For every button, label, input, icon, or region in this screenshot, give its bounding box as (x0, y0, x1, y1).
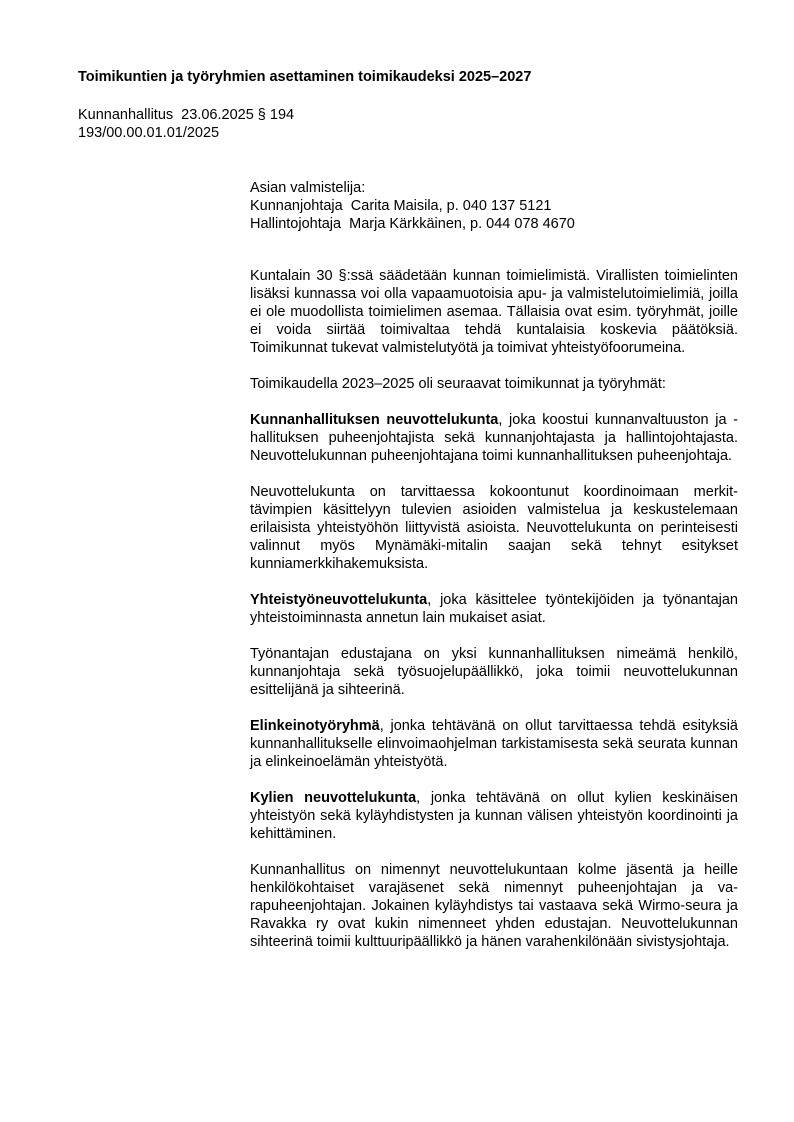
record-id: 193/00.00.01.01/2025 (78, 125, 220, 141)
document-body (250, 179, 738, 951)
paragraph-kylien-neuvottelukunta (250, 789, 738, 843)
paragraph-elinkeinotyoryhma (250, 717, 738, 771)
preparer-person-1: Kunnanjohtaja Carita Maisila, p. 040 137 5121 (250, 198, 552, 214)
preparer-block (250, 179, 738, 233)
heading-kylien-neuvottelukunta: Kylien neuvottelukunta (250, 790, 417, 806)
paragraph-tyonantajan-edustaja: Työnantajan edustajana on yksi kunnanhallituksen nimeämä henkilö, kunnanjohtaja sekä työsuojelupäällikkö, joka toimii neuvottelukunnan esittelijänä ja sihteerinä. (250, 646, 738, 698)
paragraph-neuvottelukunta-tehtavat: Neuvottelukunta on tarvittaessa kokoontunut koordinoimaan merkittävimpien käsittelyyn tulevien asioiden valmistelua ja keskustelemaan erilaisista yhteistyöhön liittyvistä asioista. Neuvottelukunta on perinteisesti valinnut myös Mynämäki-mitalin saajan sekä tehnyt esitykset kunniamerkkihakemuksista. (250, 484, 738, 572)
paragraph-kylien-kokoonpano: Kunnanhallitus on nimennyt neuvottelukuntaan kolme jäsentä ja heille henkilökohtaiset varajäsenet sekä nimennyt puheenjohtajan ja varapuheenjohtajan. Jokainen kyläyhdistys tai vastaava sekä Wirmo-seura ja Ravakka ry ovat kukin nimenneet yhden edustajan. Neuvottelukunnan sihteerinä toimii kulttuuripäällikkö ja hänen varahenkilönään sivistysjohtaja. (250, 862, 738, 950)
text-elinkeinotyoryhma: , jonka tehtävänä on ollut tarvittaessa tehdä esityksiä kunnanhallitukselle elinvoimaohjelman tarkistamisesta sekä seurata kunnan ja elinkeinoelämän yhteistyötä. (250, 718, 738, 770)
text-kunnanhallituksen-neuvottelukunta: , joka koostui kunnanvaltuuston ja -hallituksen puheenjohtajista sekä kunnanjohtajasta ja hallintojohtajasta. Neuvottelukunnan puheenjohtajana toimi kunnanhallituksen puheenjohtaja. (250, 412, 739, 464)
heading-kunnanhallituksen-neuvottelukunta: Kunnanhallituksen neuvottelukunta (250, 412, 499, 428)
meeting-line: Kunnanhallitus 23.06.2025 § 194 (78, 107, 295, 123)
text-yhteistyoneuvottelukunta: , joka käsittelee työntekijöiden ja työnantajan yhteistoiminnasta annetun lain mukaiset asiat. (250, 592, 738, 626)
paragraph-toimikaudella: Toimikaudella 2023–2025 oli seuraavat toimikunnat ja työryhmät: (250, 376, 666, 392)
paragraph-yhteistyoneuvottelukunta (250, 591, 738, 627)
heading-yhteistyoneuvottelukunta: Yhteistyöneuvottelukunta (250, 592, 428, 608)
preparer-heading: Asian valmistelija: (250, 180, 366, 196)
document-title: Toimikuntien ja työryhmien asettaminen toimikaudeksi 2025–2027 (78, 69, 532, 85)
preparer-person-2: Hallintojohtaja Marja Kärkkäinen, p. 044 078 4670 (250, 216, 575, 232)
paragraph-kuntalaki: Kuntalain 30 §:ssä säädetään kunnan toimielimistä. Virallisten toimielinten lisäksi kunnassa voi olla vapaamuotoisia apu- ja valmistelutoimielimiä, joilla ei ole muodollista toimielimen asemaa. Tällaisia ovat esim. työryhmät, joille ei voida siirtää toimivaltaa tehdä kuntalaisia koskevia päätöksiä. Toimikunnat tukevat valmistelutyötä ja toimivat yhteistyöfoorumeina. (250, 268, 738, 356)
meeting-info (78, 106, 478, 142)
text-kylien-neuvottelukunta: , jonka tehtävänä on ollut kylien keskinäisen yhteistyön sekä kyläyhdistysten ja kunnan välisen yhteistyön koordinointi ja kehittäminen. (250, 790, 738, 842)
paragraph-kunnanhallituksen-neuvottelukunta (250, 411, 738, 465)
heading-elinkeinotyoryhma: Elinkeinotyöryhmä (250, 718, 380, 734)
